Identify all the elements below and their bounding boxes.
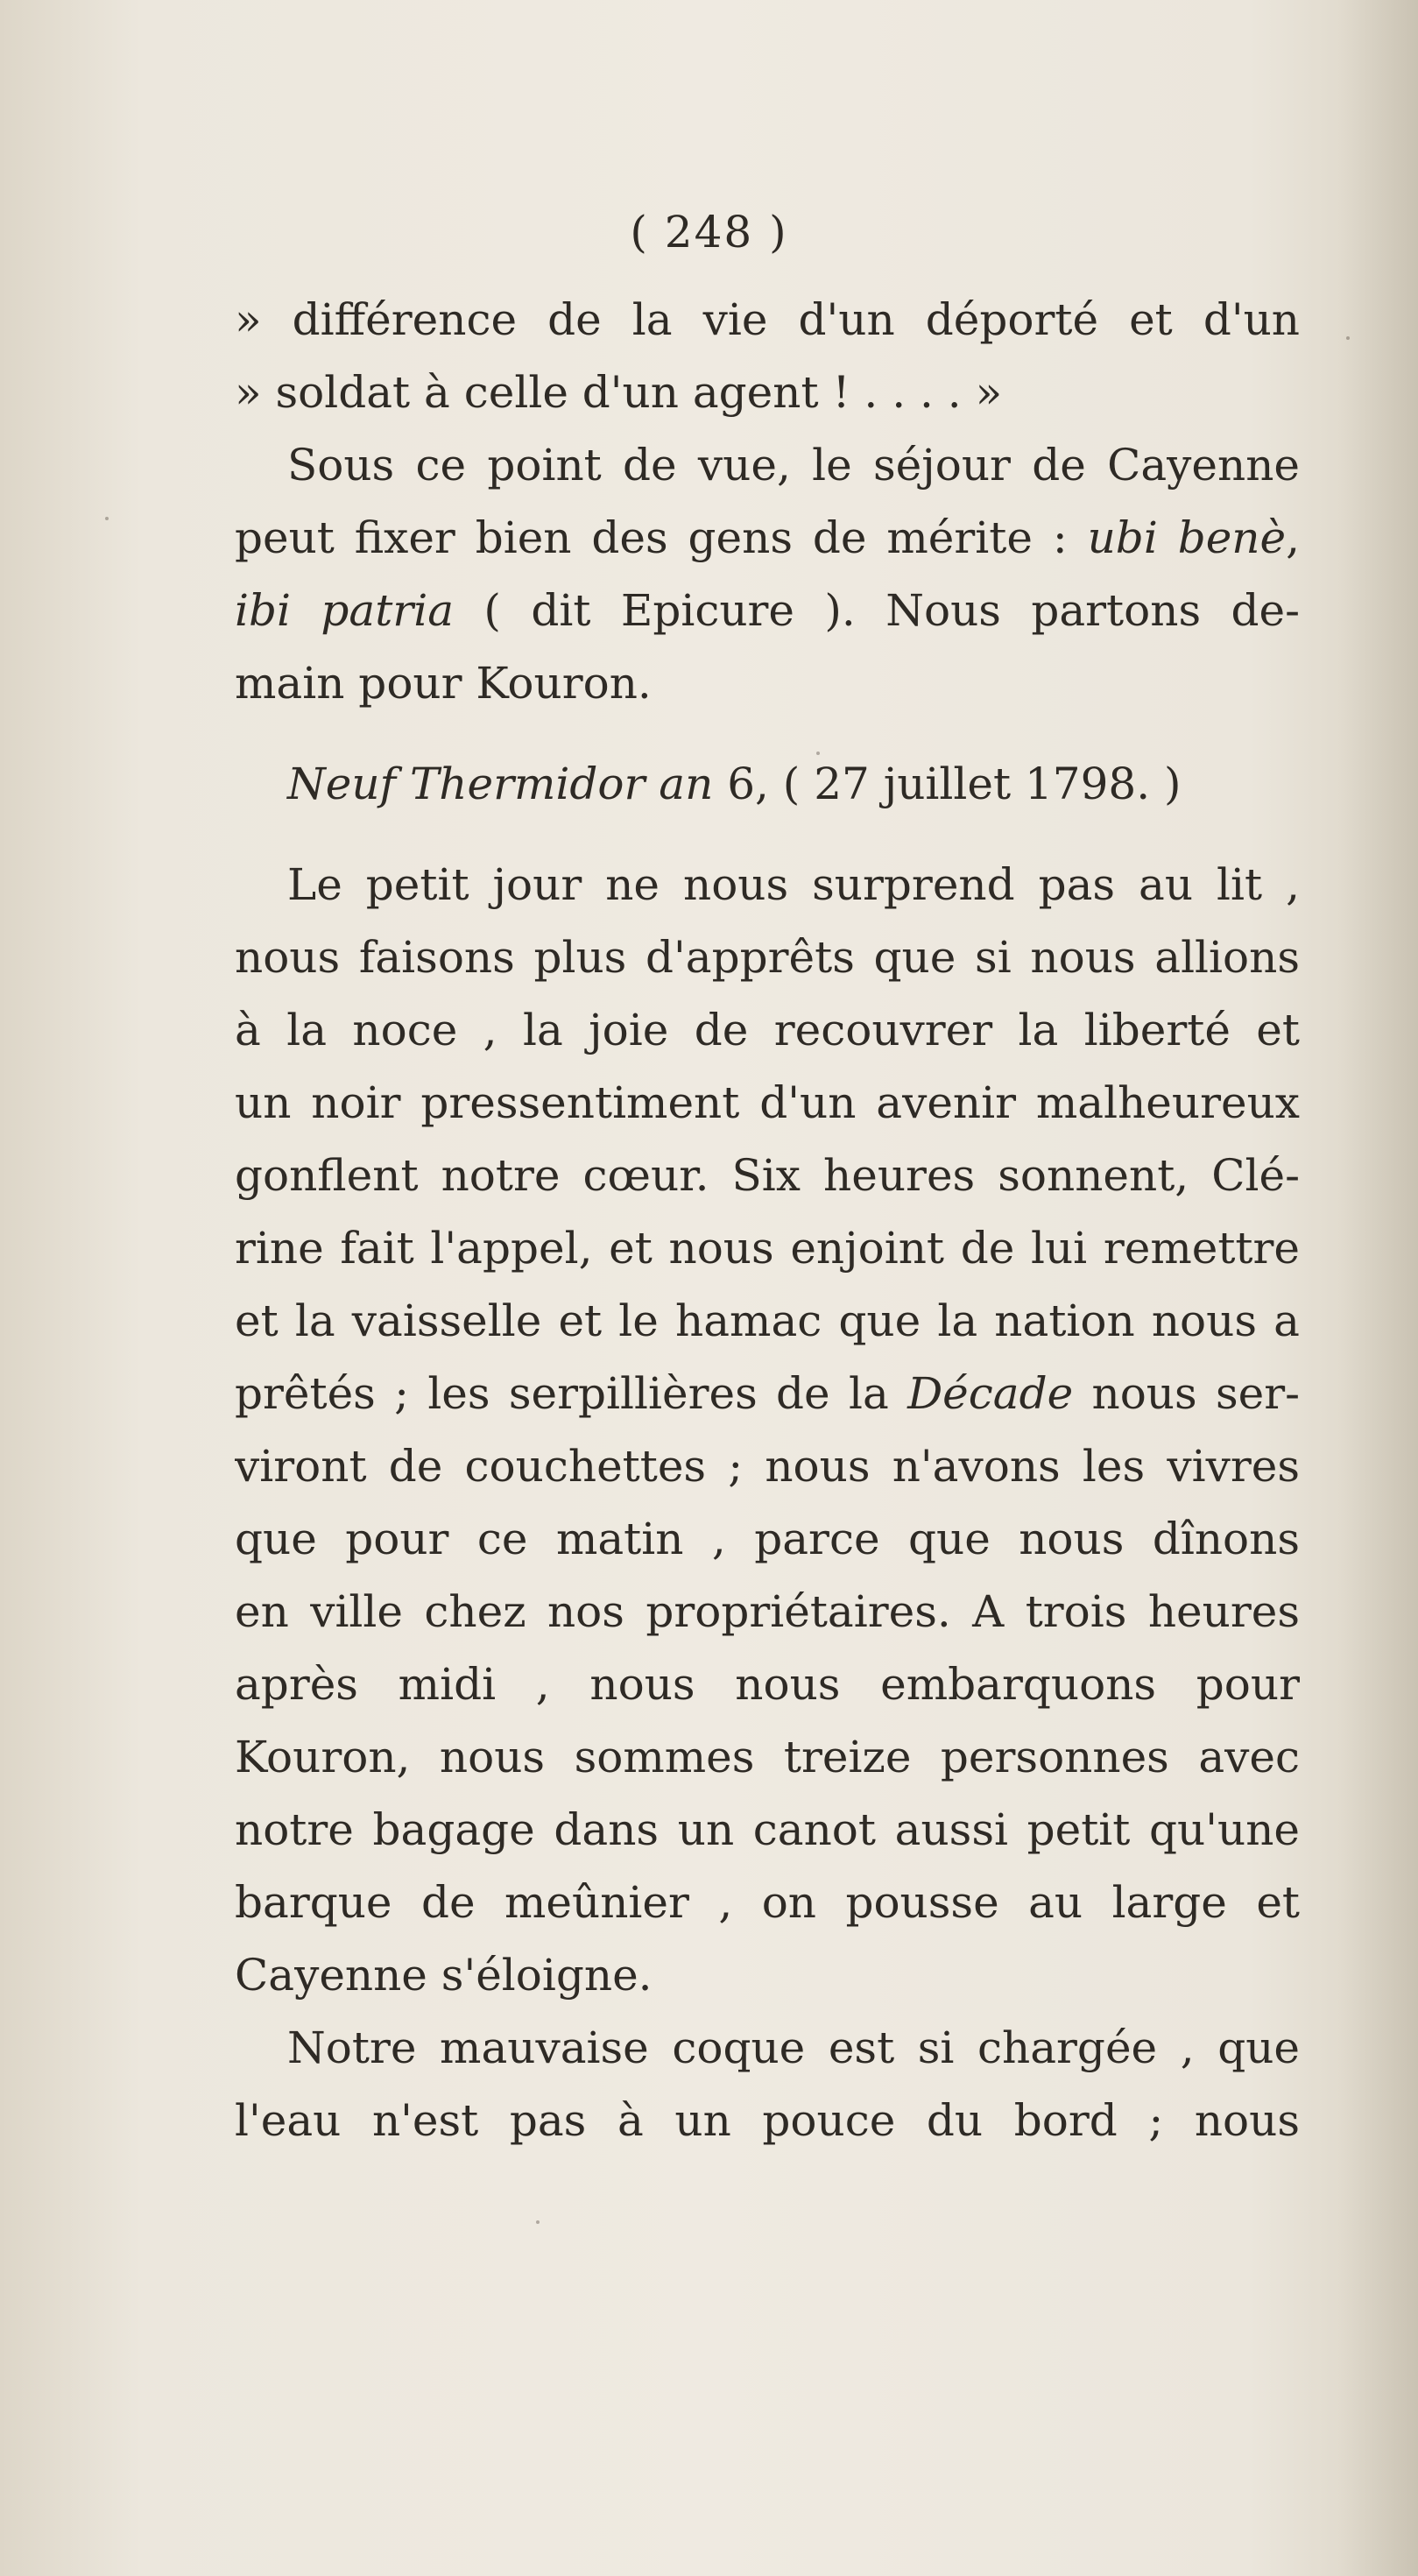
text-line: rine fait l'appel, et nous enjoint de lui remettre [235, 1223, 1300, 1274]
text-line: Sous ce point de vue, le séjour de Cayenne [287, 440, 1300, 490]
text-line: en ville chez nos propriétaires. A trois heures [235, 1586, 1300, 1637]
text-line: un noir pressentiment d'un avenir malheureux [235, 1077, 1300, 1128]
text-line: Kouron, nous sommes treize personnes avec [235, 1732, 1300, 1782]
text-line [235, 1358, 1300, 1430]
text-span: nous ser- [1073, 1368, 1300, 1419]
text-line: l'eau n'est pas à un pouce du bord ; nous [235, 2095, 1300, 2146]
paper-speck [536, 2220, 540, 2224]
text-line: viront de couchettes ; nous n'avons les vivres [235, 1441, 1300, 1492]
text-line: gonflent notre cœur. Six heures sonnent, Clé- [235, 1150, 1300, 1201]
text-span: peut fixer bien des gens de mérite : [235, 512, 1088, 563]
date-heading [235, 748, 1300, 821]
text-line: Notre mauvaise coque est si chargée , que [287, 2022, 1300, 2073]
page-body [235, 284, 1300, 2157]
text-line: main pour Kouron. [235, 658, 652, 709]
text-line: notre bagage dans un canot aussi petit qu'une [235, 1804, 1300, 1855]
text-line: Le petit jour ne nous surprend pas au lit , [287, 859, 1300, 910]
paper-speck [105, 517, 109, 520]
latin-phrase: ibi patria [235, 585, 455, 636]
text-line: » soldat à celle d'un agent ! . . . . » [235, 367, 1003, 418]
latin-phrase: ubi benè [1087, 512, 1287, 563]
periodical-title: Décade [907, 1368, 1074, 1419]
text-span: , [1286, 512, 1300, 563]
text-line: nous faisons plus d'apprêts que si nous allions [235, 932, 1300, 983]
text-span: prêtés ; les serpillières de la [235, 1368, 908, 1419]
text-line: à la noce , la joie de recouvrer la liberté et [235, 1005, 1300, 1055]
page-number: ( 248 ) [630, 207, 788, 258]
text-line: et la vaisselle et le hamac que la nation nous a [235, 1295, 1300, 1346]
text-line [235, 502, 1300, 575]
text-line: » différence de la vie d'un déporté et d'un [235, 294, 1300, 345]
text-span: ( dit Epicure ). Nous partons de- [454, 585, 1300, 636]
date-heading-italic: Neuf Thermidor an [287, 759, 714, 809]
text-line: que pour ce matin , parce que nous dînons [235, 1514, 1300, 1564]
date-heading-text: 6, ( 27 juillet 1798. ) [713, 759, 1182, 809]
paper-speck [1346, 336, 1350, 340]
text-line [235, 575, 1300, 647]
paper-speck [816, 752, 820, 755]
text-line: barque de meûnier , on pousse au large et [235, 1877, 1300, 1928]
text-line: après midi , nous nous embarquons pour [235, 1659, 1300, 1710]
text-line: Cayenne s'éloigne. [235, 1950, 653, 2001]
page-edge-shadow [1339, 0, 1418, 2576]
